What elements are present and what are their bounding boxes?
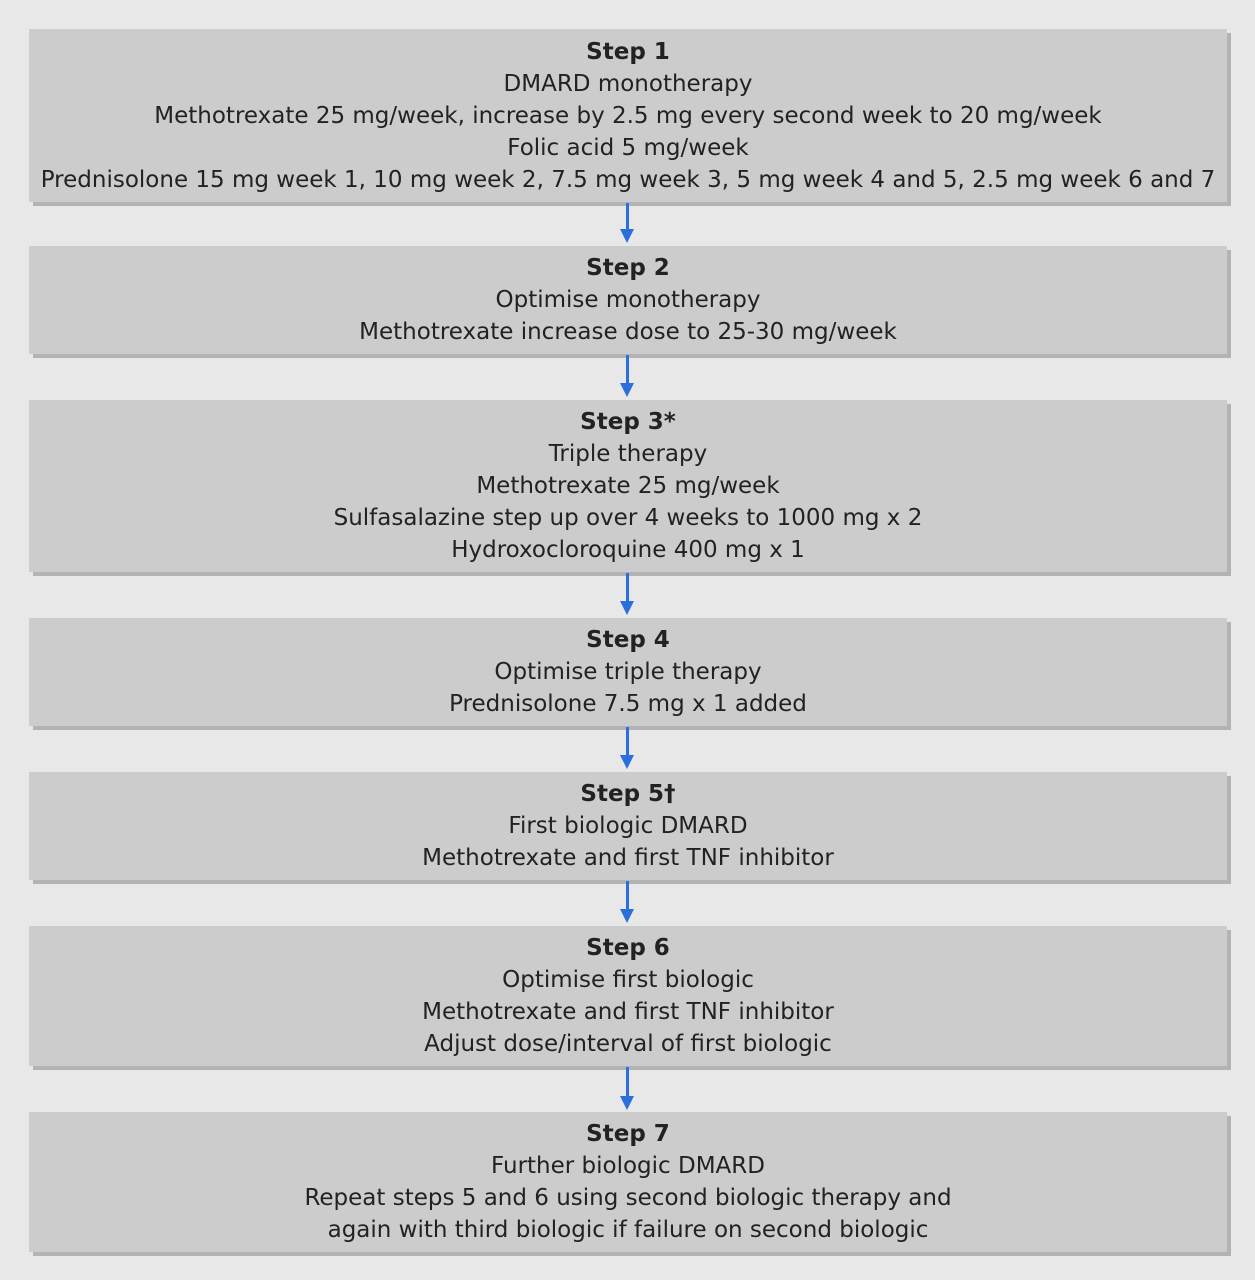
step-title: Step 1 <box>586 38 670 65</box>
step-detail: Optimise first biologic <box>502 967 754 993</box>
step-1-box <box>29 29 1227 202</box>
step-detail: Triple therapy <box>548 441 708 467</box>
step-detail: Further biologic DMARD <box>491 1153 765 1179</box>
step-detail: Adjust dose/interval of first biologic <box>424 1031 832 1057</box>
step-2-box <box>29 246 1227 354</box>
step-detail: First biologic DMARD <box>508 813 748 839</box>
step-detail: Optimise monotherapy <box>495 287 761 313</box>
step-detail: again with third biologic if failure on second biologic <box>327 1217 929 1243</box>
step-3-box <box>29 400 1227 572</box>
step-detail: Methotrexate 25 mg/week <box>476 473 780 499</box>
step-7-box <box>29 1112 1227 1252</box>
step-title: Step 7 <box>586 1121 670 1147</box>
step-detail: Methotrexate and first TNF inhibitor <box>422 999 834 1025</box>
down-arrow-icon <box>620 355 634 397</box>
step-title: Step 4 <box>586 627 670 653</box>
step-detail: Methotrexate 25 mg/week, increase by 2.5 mg every second week to 20 mg/week <box>154 102 1102 129</box>
down-arrow-icon <box>620 881 634 923</box>
step-detail: Hydroxocloroquine 400 mg x 1 <box>451 537 805 563</box>
step-detail: DMARD monotherapy <box>503 70 753 97</box>
step-5-box <box>29 772 1227 880</box>
down-arrow-icon <box>620 1067 634 1110</box>
step-detail: Methotrexate and first TNF inhibitor <box>422 845 834 871</box>
down-arrow-icon <box>620 727 634 769</box>
step-title: Step 6 <box>586 935 670 961</box>
step-4-box <box>29 618 1227 726</box>
down-arrow-icon <box>620 573 634 615</box>
step-detail: Folic acid 5 mg/week <box>507 134 749 161</box>
step-detail: Optimise triple therapy <box>494 659 762 685</box>
step-title: Step 3* <box>580 409 676 435</box>
step-detail: Repeat steps 5 and 6 using second biologic therapy and <box>304 1185 952 1211</box>
step-title: Step 2 <box>586 255 670 281</box>
step-detail: Prednisolone 7.5 mg x 1 added <box>449 691 807 717</box>
step-title: Step 5† <box>580 781 676 807</box>
step-detail: Methotrexate increase dose to 25-30 mg/week <box>359 319 897 345</box>
down-arrow-icon <box>620 203 634 243</box>
step-6-box <box>29 926 1227 1066</box>
step-detail: Sulfasalazine step up over 4 weeks to 1000 mg x 2 <box>333 505 923 531</box>
step-detail: Prednisolone 15 mg week 1, 10 mg week 2, 7.5 mg week 3, 5 mg week 4 and 5, 2.5 mg week 6 and 7 <box>40 166 1216 193</box>
